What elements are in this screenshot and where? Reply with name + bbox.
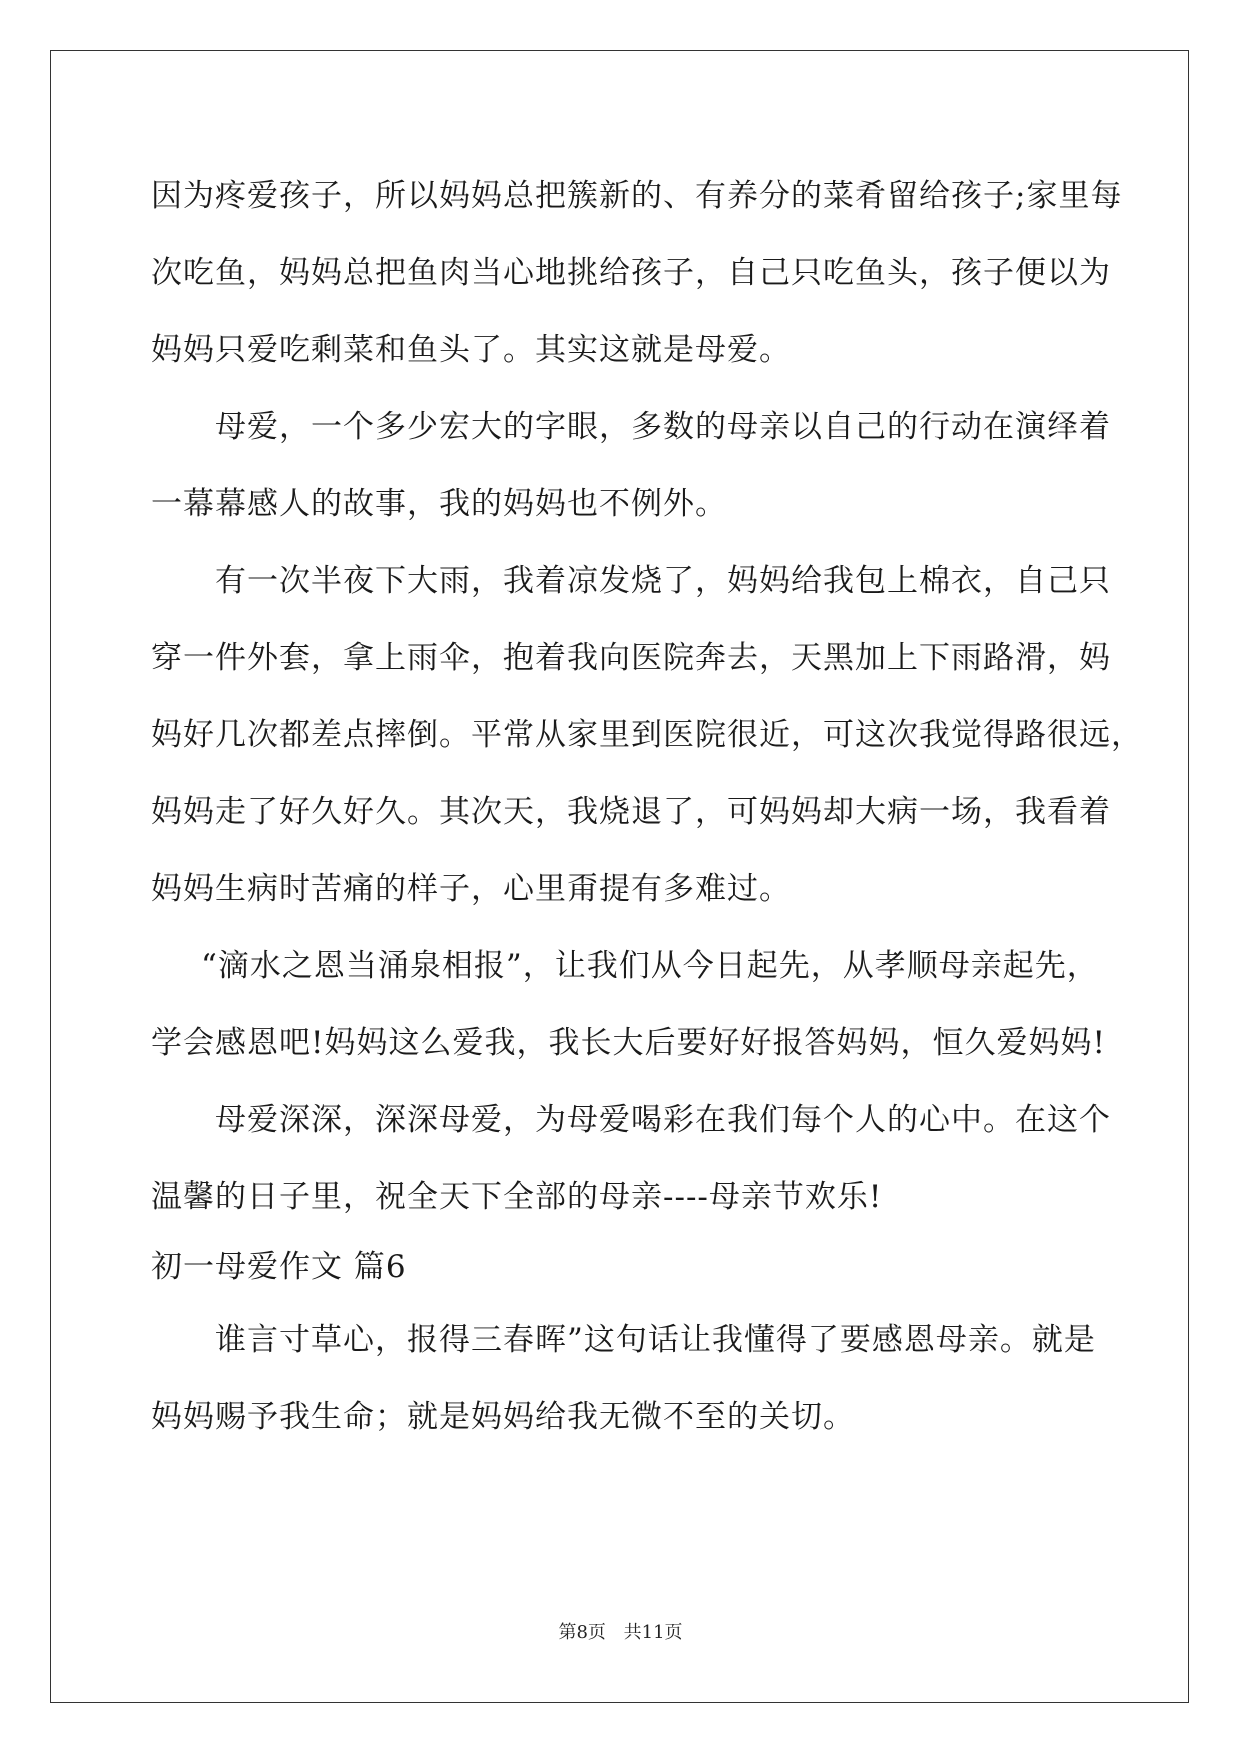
- paragraph: [151, 1302, 1096, 1456]
- paragraph: [151, 543, 1143, 928]
- text-line: 谁言寸草心，报得三春晖”这句话让我懂得了要感恩母亲。就是: [215, 1322, 1096, 1358]
- text-line: 母爱，一个多少宏大的字眼，多数的母亲以自己的行动在演绎着: [215, 409, 1111, 445]
- text-line: 母爱深深，深深母爱，为母爱喝彩在我们每个人的心中。在这个: [215, 1102, 1111, 1138]
- section-heading: 初一母爱作文 篇6: [151, 1249, 407, 1285]
- text-line: 一幕幕感人的故事，我的妈妈也不例外。: [151, 486, 727, 522]
- text-line: 妈好几次都差点摔倒。平常从家里到医院很近，可这次我觉得路很远，: [151, 717, 1143, 753]
- page-footer: [0, 1618, 1241, 1644]
- text-line: 妈妈走了好久好久。其次天，我烧退了，可妈妈却大病一场，我看着: [151, 794, 1111, 830]
- paragraph: [151, 158, 1123, 389]
- text-line: 妈妈赐予我生命；就是妈妈给我无微不至的关切。: [151, 1399, 855, 1435]
- document-body: [151, 158, 1143, 1456]
- page-number: 第8页: [558, 1622, 606, 1643]
- text-line: 温馨的日子里，祝全天下全部的母亲----母亲节欢乐!: [151, 1179, 883, 1215]
- text-line: 学会感恩吧!妈妈这么爱我，我长大后要好好报答妈妈，恒久爱妈妈!: [151, 1025, 1106, 1061]
- text-line: “滴水之恩当涌泉相报”，让我们从今日起先，从孝顺母亲起先，: [201, 948, 1099, 984]
- paragraph: [151, 928, 1106, 1082]
- text-line: 次吃鱼，妈妈总把鱼肉当心地挑给孩子，自己只吃鱼头，孩子便以为: [151, 255, 1111, 291]
- text-line: 穿一件外套，拿上雨伞，抱着我向医院奔去，天黑加上下雨路滑，妈: [151, 640, 1111, 676]
- text-line: 妈妈只爱吃剩菜和鱼头了。其实这就是母爱。: [151, 332, 791, 368]
- text-line: 妈妈生病时苦痛的样子，心里甭提有多难过。: [151, 871, 791, 907]
- paragraph: [151, 389, 1111, 543]
- text-line: 因为疼爱孩子，所以妈妈总把簇新的、有养分的菜肴留给孩子;家里每: [151, 178, 1123, 214]
- text-line: 有一次半夜下大雨，我着凉发烧了，妈妈给我包上棉衣，自己只: [215, 563, 1111, 599]
- page-total: 共11页: [623, 1622, 683, 1643]
- paragraph: [151, 1082, 1111, 1236]
